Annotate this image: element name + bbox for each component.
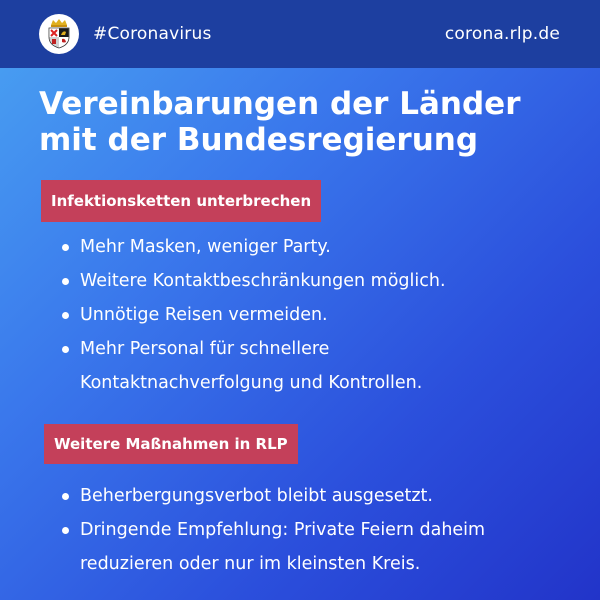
list-item-text-continued: Kontaktnachverfolgung und Kontrollen.: [80, 373, 423, 393]
section-list-infection-chains: [60, 230, 446, 400]
header-bar: [0, 0, 600, 68]
section-list-rlp-measures: [60, 479, 485, 581]
section-heading-infection-chains: Infektionsketten unterbrechen: [41, 180, 321, 222]
list-item-text: Dringende Empfehlung: Private Feiern daheim: [80, 520, 486, 540]
section-heading-rlp-measures: Weitere Maßnahmen in RLP: [44, 424, 298, 464]
list-item: [60, 332, 446, 400]
list-item: [60, 479, 485, 513]
hashtag-label: #Coronavirus: [93, 24, 212, 44]
list-item: [60, 513, 485, 581]
coat-of-arms-graphic: [46, 19, 72, 49]
list-item-text: Mehr Personal für schnellere: [80, 339, 330, 359]
list-item-text: Mehr Masken, weniger Party.: [80, 237, 331, 257]
list-item-text: Unnötige Reisen vermeiden.: [80, 305, 328, 325]
list-item-text: Beherbergungsverbot bleibt ausgesetzt.: [80, 486, 433, 506]
site-url-link[interactable]: corona.rlp.de: [444, 24, 560, 44]
page-title: [39, 86, 579, 158]
list-item-text-continued: reduzieren oder nur im kleinsten Kreis.: [80, 554, 421, 574]
list-item: [60, 264, 446, 298]
list-item-text: Weitere Kontaktbeschränkungen möglich.: [80, 271, 446, 291]
title-line-1: Vereinbarungen der Länder: [39, 86, 521, 122]
list-item: [60, 230, 446, 264]
list-item: [60, 298, 446, 332]
rlp-coat-of-arms-icon: [39, 14, 79, 54]
title-line-2: mit der Bundesregierung: [39, 122, 479, 158]
